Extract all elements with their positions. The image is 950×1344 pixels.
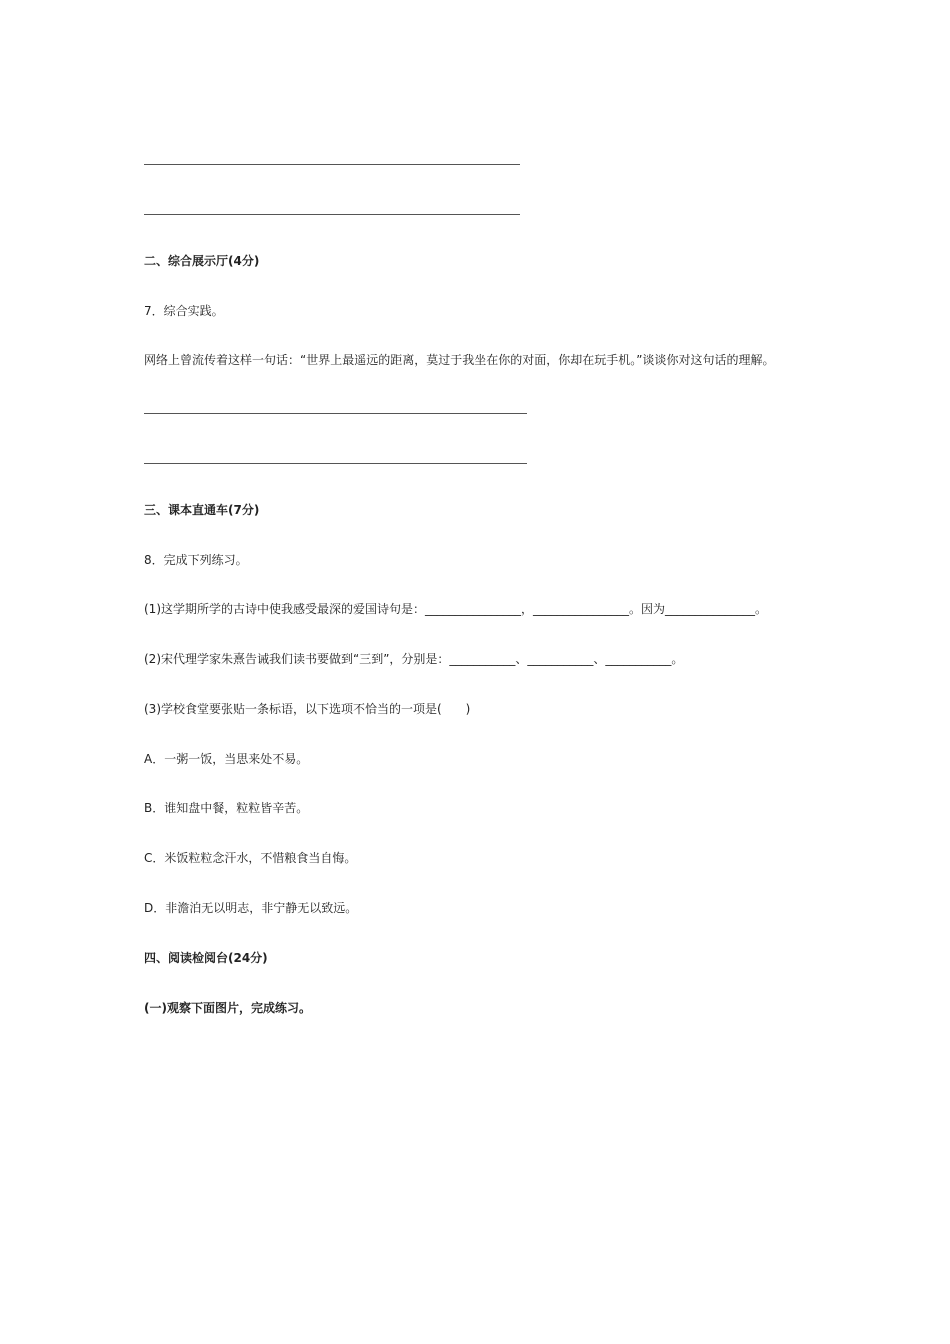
option-d: D．非澹泊无以明志，非宁静无以致远。 [144,901,358,915]
answer-line-4 [144,463,527,464]
question-8-part-1: (1)这学期所学的古诗中使我感受最深的爱国诗句是：________________，________________。因为_______________。 [144,602,768,616]
question-8-label: 8．完成下列练习。 [144,553,248,567]
question-7-prompt: 网络上曾流传着这样一句话：“世界上最遥远的距离，莫过于我坐在你的对面，你却在玩手机。”谈谈你对这句话的理解。 [144,353,775,367]
option-b: B．谁知盘中餐，粒粒皆辛苦。 [144,801,309,815]
section-2-title: 二、综合展示厅(4分) [144,254,260,268]
section-4-part-1-title: (一)观察下面图片，完成练习。 [144,1001,311,1015]
answer-line-3 [144,413,527,414]
section-4-title: 四、阅读检阅台(24分) [144,951,268,965]
question-7-label: 7．综合实践。 [144,304,224,318]
option-c: C．米饭粒粒念汗水，不惜粮食当自悔。 [144,851,357,865]
question-8-part-2: (2)宋代理学家朱熹告诫我们读书要做到“三到”，分别是：___________、___________、___________。 [144,652,684,666]
question-8-part-3: (3)学校食堂要张贴一条标语，以下选项不恰当的一项是( ) [144,702,471,716]
answer-line-2 [144,214,520,215]
answer-line-1 [144,164,520,165]
option-a: A．一粥一饭，当思来处不易。 [144,752,309,766]
section-3-title: 三、课本直通车(7分) [144,503,260,517]
